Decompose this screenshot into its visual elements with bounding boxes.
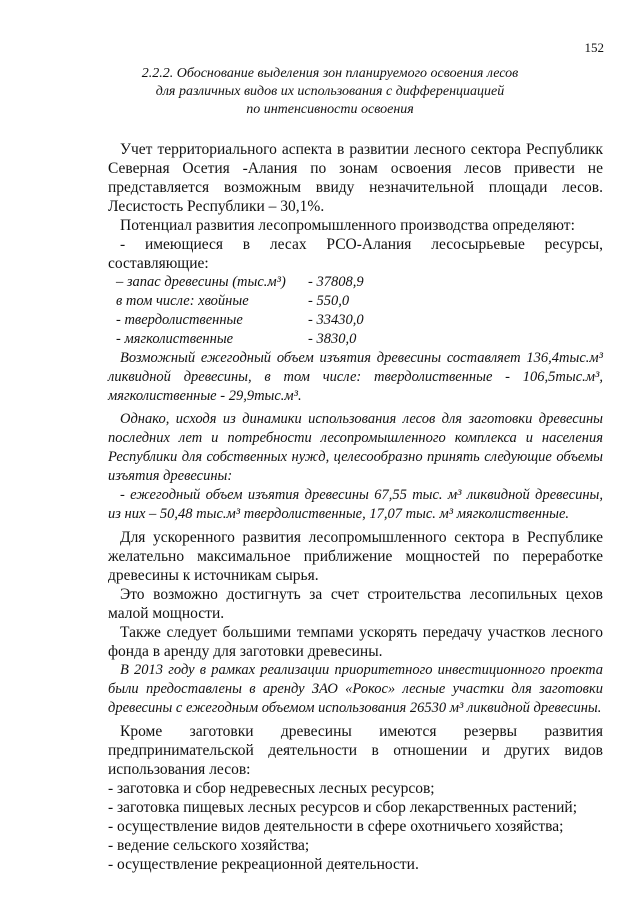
paragraph: Потенциал развития лесопромышленного производства определяют: <box>120 217 575 234</box>
volume-row <box>108 311 603 330</box>
paragraph: Это возможно достигнуть за счет строительства лесопильных цехов малой мощности. <box>108 586 603 622</box>
volume-name: в том числе: хвойные <box>116 293 249 309</box>
list-item: - заготовка пищевых лесных ресурсов и сбор лекарственных растений; <box>108 799 578 816</box>
paragraph: - имеющиеся в лесах РСО-Алания лесосырьевые ресурсы, составляющие: <box>108 236 603 272</box>
volume-value: - 33430,0 <box>308 312 364 328</box>
volume-row <box>108 273 603 292</box>
heading-line: 2.2.2. Обоснование выделения зон планируемого освоения лесов <box>141 66 519 81</box>
paragraph: Также следует большими темпами ускорять передачу участков лесного фонда в аренду для заготовки древесины. <box>108 624 603 660</box>
volume-name: - твердолиственные <box>116 312 243 328</box>
paragraph: В 2013 году в рамках реализации приоритетного инвестиционного проекта были предоставлены в аренду ЗАО «Рокос» лесные участки для заготовки древесины с ежегодным объемом использования 26530 м³ ликвидной древесины. <box>108 662 603 716</box>
heading-line: по интенсивности освоения <box>246 102 414 117</box>
paragraph: Возможный ежегодный объем изъятия древесины составляет 136,4тыс.м³ ликвидной древесины, в том числе: твердолиственные - 106,5тыс.м³, мягколиственные - 29,9тыс.м³. <box>108 350 603 404</box>
volume-value: - 550,0 <box>308 293 350 309</box>
list-item: - заготовка и сбор недревесных лесных ресурсов; <box>108 780 435 797</box>
volume-row <box>108 292 603 311</box>
volume-name: – запас древесины (тыс.м³) <box>116 274 286 290</box>
list-item: - ведение сельского хозяйства; <box>108 837 310 854</box>
volume-value: - 37808,9 <box>308 274 364 290</box>
section-heading <box>80 65 580 119</box>
volume-name: - мягколиственные <box>116 331 234 347</box>
document-body <box>108 140 603 874</box>
paragraph: Учет территориального аспекта в развитии лесного сектора Республикк Северная Осетия -Алания по зонам освоения лесов привести не представляется возможным ввиду незначительной площади лесов. Лесистость Республики – 30,1%. <box>108 141 603 215</box>
paragraph: Однако, исходя из динамики использования лесов для заготовки древесины последних лет и потребности лесопромышленного комплекса и населения Республики для собственных нужд, целесообразно принять следующие объемы изъятия древесины: <box>108 411 603 484</box>
list-item: - осуществление видов деятельности в сфере охотничьего хозяйства; <box>108 818 564 835</box>
volume-row <box>108 330 603 349</box>
paragraph: - ежегодный объем изъятия древесины 67,55 тыс. м³ ликвидной древесины, из них – 50,48 тыс.м³ твердолиственные, 17,07 тыс. м³ мягколиственные. <box>108 487 603 522</box>
paragraph: Для ускоренного развития лесопромышленного сектора в Республике желательно максимальное приближение мощностей по переработке древесины к источникам сырья. <box>108 529 603 584</box>
paragraph: Кроме заготовки древесины имеются резервы развития предпринимательской деятельности в отношении и других видов использования лесов: <box>108 723 603 778</box>
heading-line: для различных видов их использования с дифференциацией <box>155 84 505 99</box>
page-number: 152 <box>584 40 604 55</box>
list-item: - осуществление рекреационной деятельности. <box>108 856 419 873</box>
volume-value: - 3830,0 <box>308 331 357 347</box>
